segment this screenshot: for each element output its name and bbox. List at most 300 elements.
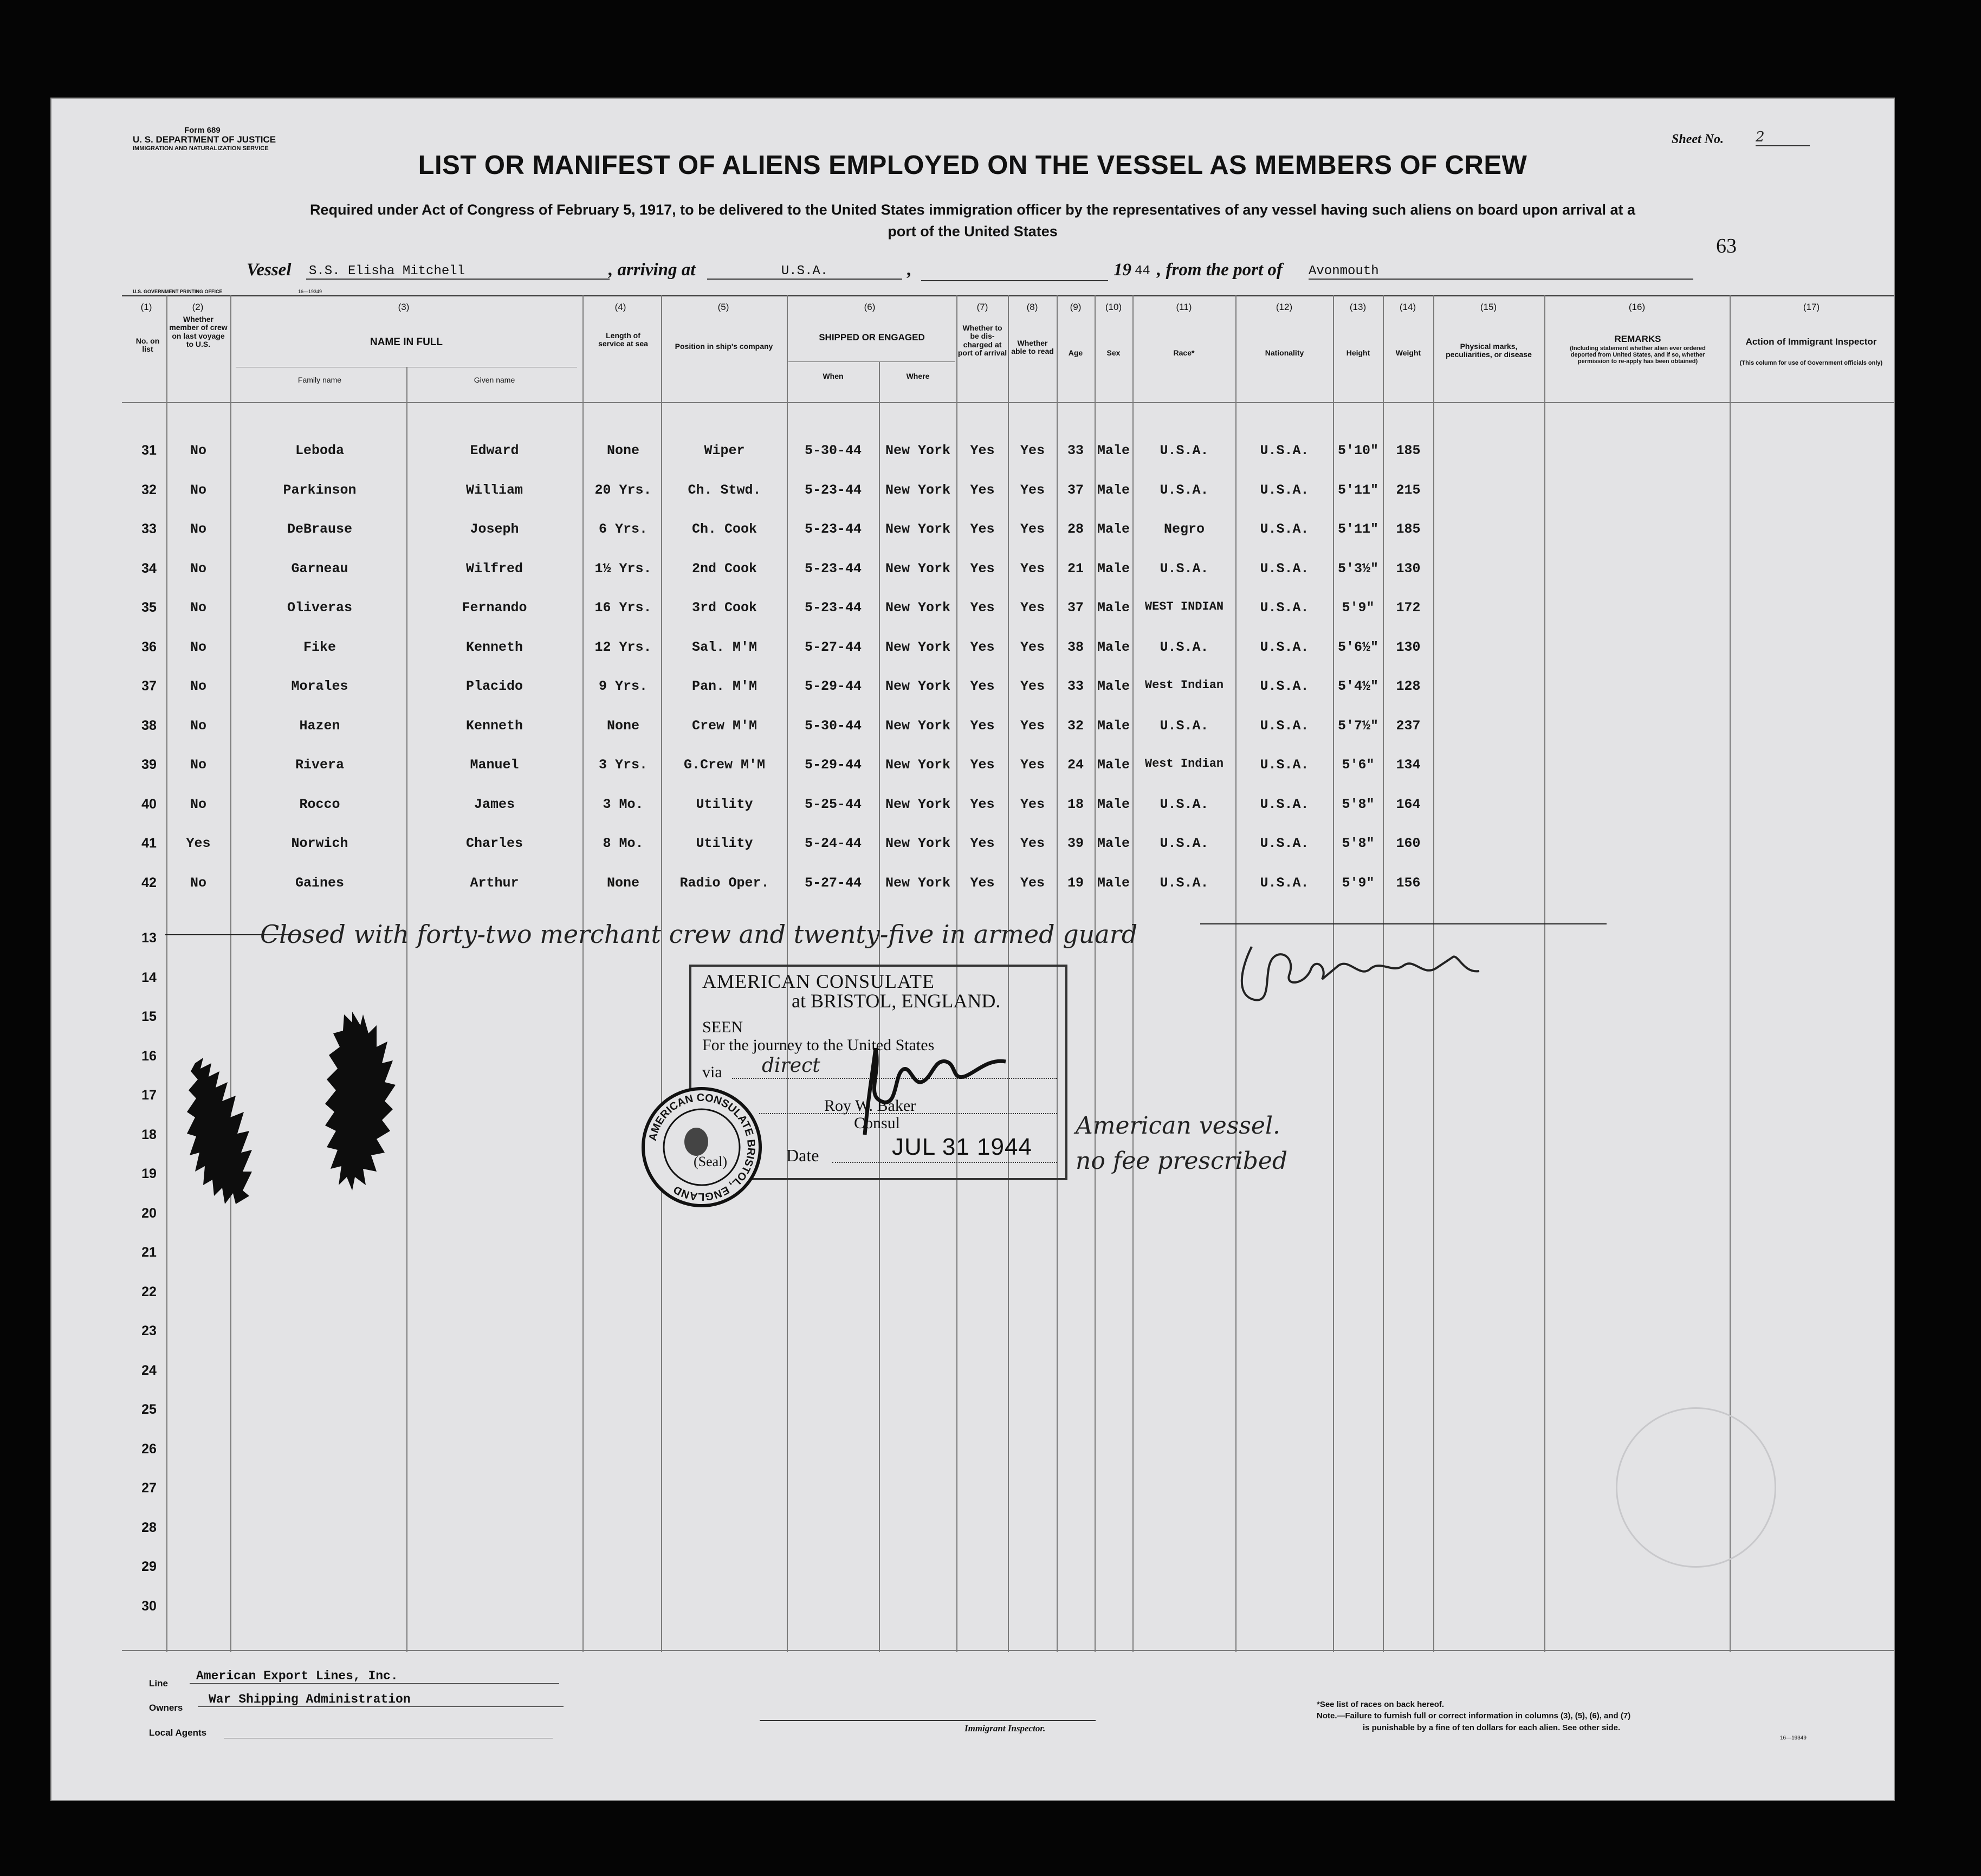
cell-length-of-service: None: [606, 875, 639, 891]
cell-weight: 130: [1396, 560, 1421, 577]
cell-position: Crew M'M: [691, 717, 758, 734]
cell-age: 32: [1067, 717, 1084, 734]
col-border: [1132, 295, 1134, 1652]
cell-position: Utility: [696, 836, 753, 851]
cell-able-to-read: Yes: [1020, 796, 1045, 812]
cell-nationality: U.S.A.: [1260, 521, 1309, 537]
cell-age: 39: [1067, 836, 1084, 851]
cell-nationality: U.S.A.: [1260, 482, 1309, 498]
cell-race: West Indian: [1144, 678, 1224, 692]
cell-discharged: Yes: [970, 560, 995, 577]
cell-weight: 237: [1396, 717, 1421, 734]
empty-row-number: 14: [141, 969, 157, 985]
cell-position: 3rd Cook: [691, 600, 758, 616]
cell-shipped-when: 5-23-44: [804, 482, 862, 498]
footer-races-note: *See list of races on back hereof.: [1317, 1700, 1445, 1709]
cell-height: 5'10": [1337, 443, 1378, 458]
from-port: Avonmouth: [1309, 264, 1693, 280]
cell-able-to-read: Yes: [1020, 482, 1045, 498]
col-header-age: Age: [1068, 348, 1083, 357]
cell-position: Radio Oper.: [679, 875, 769, 891]
cell-position: Ch. Cook: [691, 521, 758, 537]
col-header-family-name: Family name: [297, 376, 342, 384]
cell-given-name: Manuel: [470, 757, 519, 773]
cell-family-name: Gaines: [295, 875, 344, 891]
cell-row-number: 40: [141, 796, 157, 812]
cell-sex: Male: [1097, 482, 1130, 498]
cell-nationality: U.S.A.: [1260, 836, 1309, 851]
perforation-mark: [322, 1009, 398, 1193]
cell-nationality: U.S.A.: [1260, 678, 1309, 694]
cell-crew-last-voyage: No: [190, 757, 206, 773]
col-header-given-name: Given name: [474, 376, 515, 384]
cell-family-name: Parkinson: [283, 482, 357, 498]
cell-race: U.S.A.: [1160, 875, 1209, 891]
inspector-signature-line: [760, 1720, 1096, 1721]
cell-crew-last-voyage: No: [190, 875, 206, 891]
cell-race: WEST INDIAN: [1144, 600, 1224, 613]
cell-height: 5'9": [1342, 600, 1375, 616]
cell-given-name: Kenneth: [465, 639, 523, 655]
col-border: [166, 295, 167, 1652]
empty-row-number: 19: [141, 1166, 157, 1181]
col-num-8: (8): [1026, 302, 1038, 312]
col-num-7: (7): [976, 302, 988, 312]
cell-height: 5'6": [1342, 757, 1375, 773]
cell-given-name: Kenneth: [465, 717, 523, 734]
arriving-at: U.S.A.: [707, 264, 902, 280]
col-num-5: (5): [717, 302, 729, 312]
stamp-date-line: [832, 1162, 1057, 1163]
cell-family-name: Hazen: [299, 717, 340, 734]
sheet-label: Sheet No.: [1672, 132, 1724, 146]
cell-shipped-where: New York: [885, 875, 951, 891]
col-header-length-of-service: Length of service at sea: [598, 331, 648, 348]
cell-length-of-service: 16 Yrs.: [594, 600, 652, 616]
cell-discharged: Yes: [970, 443, 995, 458]
col-num-6: (6): [864, 302, 876, 312]
cell-shipped-where: New York: [885, 836, 951, 851]
cell-nationality: U.S.A.: [1260, 560, 1309, 577]
cell-sex: Male: [1097, 639, 1130, 655]
stamp-consul-name: Roy W. Baker: [824, 1097, 916, 1115]
year-value: 44: [1135, 264, 1150, 279]
cell-shipped-when: 5-23-44: [804, 560, 862, 577]
cell-family-name: Rivera: [295, 757, 344, 773]
cell-discharged: Yes: [970, 796, 995, 812]
col-header-weight: Weight: [1395, 348, 1421, 357]
cell-crew-last-voyage: No: [190, 443, 206, 458]
col-num-15: (15): [1480, 302, 1497, 312]
cell-row-number: 35: [141, 600, 157, 615]
cell-age: 33: [1067, 678, 1084, 694]
print-code: 16—19349: [298, 289, 322, 294]
cell-able-to-read: Yes: [1020, 875, 1045, 891]
cell-crew-last-voyage: No: [190, 717, 206, 734]
cell-age: 38: [1067, 639, 1084, 655]
embossed-seal: [1616, 1407, 1776, 1568]
cell-shipped-when: 5-27-44: [804, 875, 862, 891]
cell-crew-last-voyage: No: [190, 560, 206, 577]
cell-race: U.S.A.: [1160, 560, 1209, 577]
cell-shipped-where: New York: [885, 443, 951, 458]
cell-row-number: 41: [141, 836, 157, 851]
col-border: [1095, 295, 1096, 1652]
cell-family-name: Leboda: [295, 443, 344, 458]
cell-shipped-where: New York: [885, 678, 951, 694]
cell-shipped-when: 5-23-44: [804, 521, 862, 537]
cell-shipped-where: New York: [885, 600, 951, 616]
cell-discharged: Yes: [970, 757, 995, 773]
shipped-subheader-line: [788, 361, 955, 362]
col-num-12: (12): [1276, 302, 1293, 312]
cell-height: 5'3½": [1337, 560, 1378, 577]
col-num-11: (11): [1176, 302, 1192, 312]
cell-position: 2nd Cook: [691, 560, 758, 577]
cell-nationality: U.S.A.: [1260, 639, 1309, 655]
cell-sex: Male: [1097, 836, 1130, 851]
cell-given-name: James: [474, 796, 515, 812]
cell-crew-last-voyage: No: [190, 796, 206, 812]
col-header-sex: Sex: [1106, 348, 1121, 357]
col-header-able-to-read: Whether able to read: [1011, 339, 1054, 356]
cell-sex: Male: [1097, 717, 1130, 734]
cell-family-name: Norwich: [291, 836, 348, 851]
cell-age: 33: [1067, 443, 1084, 458]
cell-height: 5'4½": [1337, 678, 1378, 694]
stamp-via-label: via: [702, 1063, 722, 1081]
cell-position: Sal. M'M: [691, 639, 758, 655]
cell-age: 37: [1067, 482, 1084, 498]
vessel-name: S.S. Elisha Mitchell: [306, 264, 610, 280]
cell-shipped-when: 5-29-44: [804, 678, 862, 694]
cell-discharged: Yes: [970, 521, 995, 537]
footer-inspector-label: Immigrant Inspector.: [964, 1723, 1046, 1733]
empty-row-number: 23: [141, 1323, 157, 1338]
empty-row-number: 21: [141, 1245, 157, 1260]
stamp-journey: For the journey to the United States: [702, 1036, 935, 1054]
cell-length-of-service: 3 Yrs.: [598, 757, 648, 773]
col-num-14: (14): [1399, 302, 1416, 312]
cell-discharged: Yes: [970, 717, 995, 734]
year-prefix: 19: [1113, 260, 1131, 280]
col-num-16: (16): [1628, 302, 1646, 312]
col-num-17: (17): [1803, 302, 1820, 312]
cell-weight: 160: [1396, 836, 1421, 851]
cell-shipped-when: 5-29-44: [804, 757, 862, 773]
col-num-13: (13): [1349, 302, 1367, 312]
cell-race: West Indian: [1144, 757, 1224, 771]
cell-row-number: 38: [141, 717, 157, 733]
cell-sex: Male: [1097, 443, 1130, 458]
cell-able-to-read: Yes: [1020, 521, 1045, 537]
stamp-via-value: direct: [762, 1055, 820, 1077]
footer-form-code: 16—19349: [1780, 1735, 1807, 1741]
cell-height: 5'7½": [1337, 717, 1378, 734]
cell-height: 5'8": [1342, 836, 1375, 851]
col-header-physical-marks: Physical marks, peculiarities, or disease: [1446, 342, 1532, 359]
page-subtitle-2: port of the United States: [888, 223, 1058, 240]
cell-given-name: Joseph: [470, 521, 519, 537]
cell-row-number: 36: [141, 639, 157, 655]
cell-row-number: 32: [141, 482, 157, 497]
cell-row-number: 37: [141, 678, 157, 694]
col-num-1: (1): [140, 302, 152, 312]
col-header-inspector-note: (This column for use of Government officials only): [1739, 360, 1883, 366]
arriving-date-line: [921, 280, 1108, 281]
cell-shipped-when: 5-30-44: [804, 717, 862, 734]
cell-weight: 164: [1396, 796, 1421, 812]
cell-shipped-where: New York: [885, 757, 951, 773]
col-border: [1544, 295, 1545, 1652]
page-number: 63: [1716, 235, 1737, 257]
cell-position: G.Crew M'M: [683, 757, 766, 773]
col-num-3: (3): [398, 302, 410, 312]
cell-able-to-read: Yes: [1020, 639, 1045, 655]
cell-weight: 185: [1396, 443, 1421, 458]
cell-weight: 172: [1396, 600, 1421, 616]
cell-height: 5'11": [1337, 482, 1378, 498]
cell-crew-last-voyage: No: [190, 639, 206, 655]
cell-discharged: Yes: [970, 875, 995, 891]
footer-note-line-1: Note.—Failure to furnish full or correct information in columns (3), (5), (6), and (7): [1317, 1711, 1631, 1720]
cell-height: 5'11": [1337, 521, 1378, 537]
cell-length-of-service: 3 Mo.: [603, 796, 644, 812]
col-header-nationality: Nationality: [1265, 348, 1304, 357]
col-num-2: (2): [192, 302, 204, 312]
seal-label: (Seal): [694, 1154, 728, 1169]
cell-family-name: Rocco: [299, 796, 340, 812]
empty-row-number: 28: [141, 1519, 157, 1535]
empty-row-number: 20: [141, 1205, 157, 1221]
col-border: [406, 367, 407, 1652]
empty-row-number: 25: [141, 1402, 157, 1417]
col-header-remarks-note: (Including statement whether alien ever ordered deported from United States, and if so, whether permission to re-apply has been obtained): [1570, 345, 1706, 365]
cell-given-name: Arthur: [470, 875, 519, 891]
cell-position: Ch. Stwd.: [688, 482, 761, 498]
cell-race: U.S.A.: [1160, 482, 1209, 498]
cell-age: 28: [1067, 521, 1084, 537]
empty-row-number: 17: [141, 1088, 157, 1103]
cell-given-name: Charles: [465, 836, 523, 851]
col-header-remarks: REMARKS: [1614, 334, 1661, 344]
cell-length-of-service: 6 Yrs.: [598, 521, 648, 537]
cell-family-name: Oliveras: [287, 600, 353, 616]
cell-shipped-where: New York: [885, 560, 951, 577]
footer-line-value: American Export Lines, Inc.: [190, 1669, 559, 1684]
cell-crew-last-voyage: No: [190, 482, 206, 498]
cell-shipped-when: 5-23-44: [804, 600, 862, 616]
cell-age: 37: [1067, 600, 1084, 616]
cell-crew-last-voyage: Yes: [186, 836, 211, 851]
empty-row-number: 27: [141, 1480, 157, 1496]
footer-line-label: Line: [149, 1678, 168, 1689]
empty-row-number: 26: [141, 1441, 157, 1457]
col-num-9: (9): [1070, 302, 1082, 312]
cell-sex: Male: [1097, 521, 1130, 537]
cell-height: 5'9": [1342, 875, 1375, 891]
cell-family-name: DeBrause: [287, 521, 353, 537]
col-header-name-in-full: NAME IN FULL: [370, 337, 443, 348]
cell-position: Pan. M'M: [691, 678, 758, 694]
cell-shipped-where: New York: [885, 639, 951, 655]
cell-length-of-service: 1½ Yrs.: [594, 560, 652, 577]
cell-shipped-when: 5-30-44: [804, 443, 862, 458]
empty-row-number: 24: [141, 1362, 157, 1378]
annotation-line-1: American vessel.: [1076, 1112, 1280, 1140]
cell-sex: Male: [1097, 875, 1130, 891]
cell-length-of-service: None: [606, 443, 639, 458]
cell-sex: Male: [1097, 678, 1130, 694]
cell-shipped-where: New York: [885, 796, 951, 812]
stamp-line-2: at BRISTOL, ENGLAND.: [792, 990, 1001, 1012]
cell-shipped-where: New York: [885, 521, 951, 537]
cell-race: U.S.A.: [1160, 836, 1209, 851]
closing-line-right: [1200, 923, 1607, 924]
stamp-consul-title: Consul: [854, 1114, 901, 1132]
col-header-race: Race*: [1173, 348, 1195, 357]
col-border: [661, 295, 662, 1652]
cell-race: U.S.A.: [1160, 443, 1209, 458]
cell-sex: Male: [1097, 796, 1130, 812]
cell-length-of-service: 9 Yrs.: [598, 678, 648, 694]
cell-crew-last-voyage: No: [190, 678, 206, 694]
cell-age: 24: [1067, 757, 1084, 773]
cell-crew-last-voyage: No: [190, 600, 206, 616]
annotation-line-2: no fee prescribed: [1076, 1147, 1288, 1175]
cell-crew-last-voyage: No: [190, 521, 206, 537]
col-header-crew-last-voyage: Whether member of crew on last voyage to U.S.: [169, 315, 228, 349]
footer-owners-label: Owners: [149, 1703, 183, 1713]
cell-height: 5'8": [1342, 796, 1375, 812]
cell-able-to-read: Yes: [1020, 443, 1045, 458]
cell-row-number: 42: [141, 875, 157, 890]
col-border: [582, 295, 584, 1652]
cell-row-number: 33: [141, 521, 157, 536]
cell-length-of-service: 8 Mo.: [603, 836, 644, 851]
cell-age: 19: [1067, 875, 1084, 891]
footer-owners-value: War Shipping Administration: [198, 1692, 564, 1707]
cell-length-of-service: 20 Yrs.: [594, 482, 652, 498]
cell-nationality: U.S.A.: [1260, 796, 1309, 812]
cell-sex: Male: [1097, 757, 1130, 773]
cell-length-of-service: 12 Yrs.: [594, 639, 652, 655]
cell-age: 21: [1067, 560, 1084, 577]
form-number: Form 689: [184, 126, 221, 135]
col-header-shipped-engaged: SHIPPED OR ENGAGED: [819, 332, 925, 342]
empty-row-number: 15: [141, 1009, 157, 1024]
col-num-4: (4): [614, 302, 626, 312]
cell-weight: 134: [1396, 757, 1421, 773]
cell-race: U.S.A.: [1160, 796, 1209, 812]
cell-shipped-where: New York: [885, 482, 951, 498]
cell-shipped-where: New York: [885, 717, 951, 734]
from-label: , from the port of: [1157, 260, 1283, 280]
cell-discharged: Yes: [970, 600, 995, 616]
sheet-number: 2: [1756, 129, 1810, 146]
cell-shipped-when: 5-27-44: [804, 639, 862, 655]
cell-weight: 130: [1396, 639, 1421, 655]
cell-position: Wiper: [704, 443, 745, 458]
service-name: IMMIGRATION AND NATURALIZATION SERVICE: [133, 145, 269, 152]
cell-able-to-read: Yes: [1020, 836, 1045, 851]
col-header-no-on-list: No. on list: [135, 337, 160, 354]
cell-weight: 185: [1396, 521, 1421, 537]
cell-able-to-read: Yes: [1020, 600, 1045, 616]
empty-row-number: 13: [141, 930, 157, 946]
consulate-seal: [639, 1085, 764, 1209]
cell-able-to-read: Yes: [1020, 560, 1045, 577]
seal-text: AMERICAN CONSULATE BRISTOL, ENGLAND: [646, 1091, 758, 1203]
footer-note-line-2: is punishable by a fine of ten dollars for each alien. See other side.: [1363, 1723, 1621, 1732]
empty-row-number: 22: [141, 1284, 157, 1299]
cell-weight: 215: [1396, 482, 1421, 498]
arriving-label: , arriving at: [608, 260, 696, 280]
closing-note: Closed with forty-two merchant crew and twenty-five in armed guard: [260, 920, 1138, 949]
col-header-when: When: [823, 372, 844, 380]
cell-able-to-read: Yes: [1020, 717, 1045, 734]
printing-office: U.S. GOVERNMENT PRINTING OFFICE: [133, 289, 223, 294]
cell-length-of-service: None: [606, 717, 639, 734]
cell-shipped-when: 5-25-44: [804, 796, 862, 812]
stamp-line-1: AMERICAN CONSULATE: [702, 971, 935, 992]
cell-sex: Male: [1097, 560, 1130, 577]
cell-given-name: Edward: [470, 443, 519, 458]
col-header-discharged: Whether to be dis-charged at port of arrival: [957, 324, 1007, 358]
manifest-sheet: [50, 98, 1895, 1801]
department-name: U. S. DEPARTMENT OF JUSTICE: [133, 134, 276, 145]
cell-height: 5'6½": [1337, 639, 1378, 655]
empty-row-number: 16: [141, 1048, 157, 1064]
stamp-date-value: JUL 31 1944: [892, 1134, 1032, 1160]
empty-row-number: 30: [141, 1598, 157, 1614]
col-border: [230, 295, 231, 1652]
cell-able-to-read: Yes: [1020, 678, 1045, 694]
cell-discharged: Yes: [970, 836, 995, 851]
cell-nationality: U.S.A.: [1260, 717, 1309, 734]
cell-weight: 156: [1396, 875, 1421, 891]
cell-discharged: Yes: [970, 482, 995, 498]
cell-nationality: U.S.A.: [1260, 875, 1309, 891]
empty-row-number: 29: [141, 1559, 157, 1574]
cell-discharged: Yes: [970, 678, 995, 694]
cell-row-number: 39: [141, 757, 157, 772]
stamp-date-label: Date: [786, 1146, 819, 1165]
cell-given-name: Wilfred: [465, 560, 523, 577]
cell-sex: Male: [1097, 600, 1130, 616]
cell-position: Utility: [696, 796, 753, 812]
cell-nationality: U.S.A.: [1260, 757, 1309, 773]
page-title: LIST OR MANIFEST OF ALIENS EMPLOYED ON THE VESSEL AS MEMBERS OF CREW: [418, 151, 1527, 180]
cell-given-name: Fernando: [462, 600, 527, 616]
cell-nationality: U.S.A.: [1260, 443, 1309, 458]
cell-family-name: Fike: [303, 639, 336, 655]
cell-given-name: William: [465, 482, 523, 498]
cell-shipped-when: 5-24-44: [804, 836, 862, 851]
cell-discharged: Yes: [970, 639, 995, 655]
cell-race: U.S.A.: [1160, 717, 1209, 734]
cell-race: Negro: [1163, 521, 1205, 537]
stamp-seen: SEEN: [702, 1018, 743, 1036]
perforation-mark: [184, 1041, 260, 1215]
master-signature: [1230, 936, 1523, 1012]
cell-row-number: 34: [141, 560, 157, 576]
page-subtitle-1: Required under Act of Congress of February 5, 1917, to be delivered to the United States immigration officer by the representatives of any vessel having such aliens on board upon arrival at a: [309, 202, 1636, 218]
vessel-label: Vessel: [247, 260, 292, 280]
cell-given-name: Placido: [465, 678, 523, 694]
col-header-where: Where: [906, 372, 930, 380]
cell-weight: 128: [1396, 678, 1421, 694]
